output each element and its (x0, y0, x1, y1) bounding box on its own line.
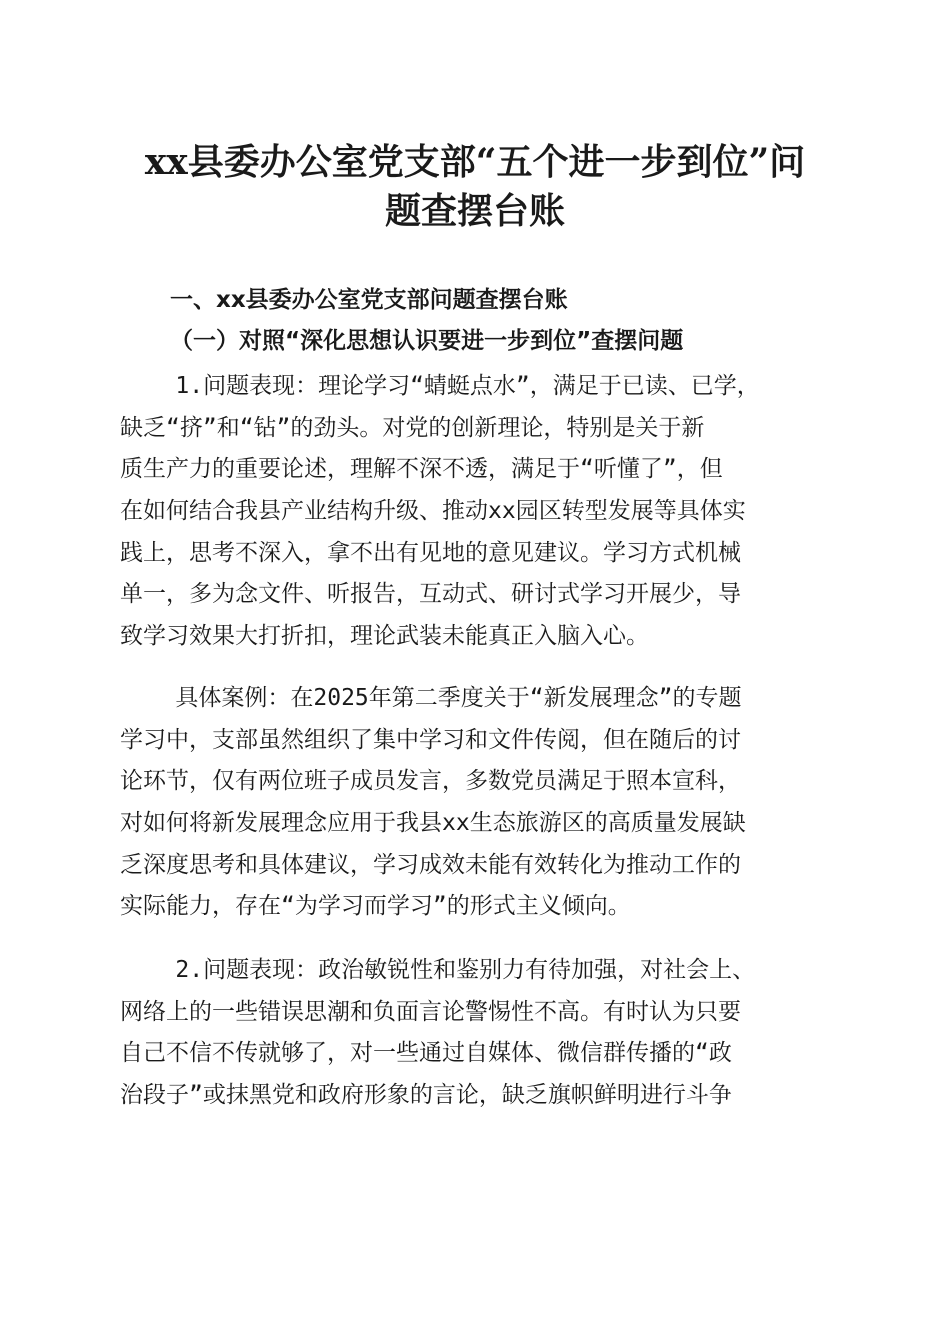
paragraph-case-1 (120, 678, 840, 928)
paragraph-line: 学习中，支部虽然组织了集中学习和文件传阅，但在随后的讨 (120, 726, 741, 753)
paragraph-line: 对如何将新发展理念应用于我县xx生态旅游区的高质量发展缺 (120, 810, 746, 837)
paragraph-line: 乏深度思考和具体建议，学习成效未能有效转化为推动工作的 (120, 851, 741, 878)
paragraph-line: 在如何结合我县产业结构升级、推动xx园区转型发展等具体实 (120, 498, 746, 525)
paragraph-line: 致学习效果大打折扣，理论武装未能真正入脑入心。 (120, 623, 649, 650)
paragraph-line: 具体案例：在2025年第二季度关于“新发展理念”的专题 (120, 685, 742, 711)
document-title-line-2: 题查摆台账 (384, 190, 565, 232)
paragraph-line: 1.问题表现：理论学习“蜻蜓点水”，满足于已读、已学， (120, 373, 760, 399)
paragraph-line: 论环节，仅有两位班子成员发言，多数党员满足于照本宣科， (120, 768, 741, 795)
paragraph-line: 缺乏“挤”和“钻”的劲头。对党的创新理论，特别是关于新 (120, 414, 705, 441)
paragraph-line: 治段子”或抹黑党和政府形象的言论，缺乏旗帜鲜明进行斗争 (120, 1082, 732, 1109)
paragraph-line: 2.问题表现：政治敏锐性和鉴别力有待加强，对社会上、 (120, 957, 756, 983)
paragraph-line: 践上，思考不深入，拿不出有见地的意见建议。学习方式机械 (120, 539, 741, 566)
paragraph-problem-2 (120, 950, 840, 1117)
section-heading: 一、xx县委办公室党支部问题查摆台账 (170, 287, 568, 313)
paragraph-line: 网络上的一些错误思潮和负面言论警惕性不高。有时认为只要 (120, 998, 741, 1025)
paragraph-line: 实际能力，存在“为学习而学习”的形式主义倾向。 (120, 893, 631, 920)
subsection-heading: （一）对照“深化思想认识要进一步到位”查摆问题 (170, 328, 684, 354)
paragraph-line: 单一，多为念文件、听报告，互动式、研讨式学习开展少，导 (120, 581, 741, 608)
paragraph-problem-1 (120, 366, 840, 658)
paragraph-line: 自己不信不传就够了，对一些通过自媒体、微信群传播的“政 (120, 1040, 732, 1067)
document-title-line-1: xx县委办公室党支部“五个进一步到位”问 (144, 141, 806, 183)
paragraph-line: 质生产力的重要论述，理解不深不透，满足于“听懂了”，但 (120, 456, 723, 483)
